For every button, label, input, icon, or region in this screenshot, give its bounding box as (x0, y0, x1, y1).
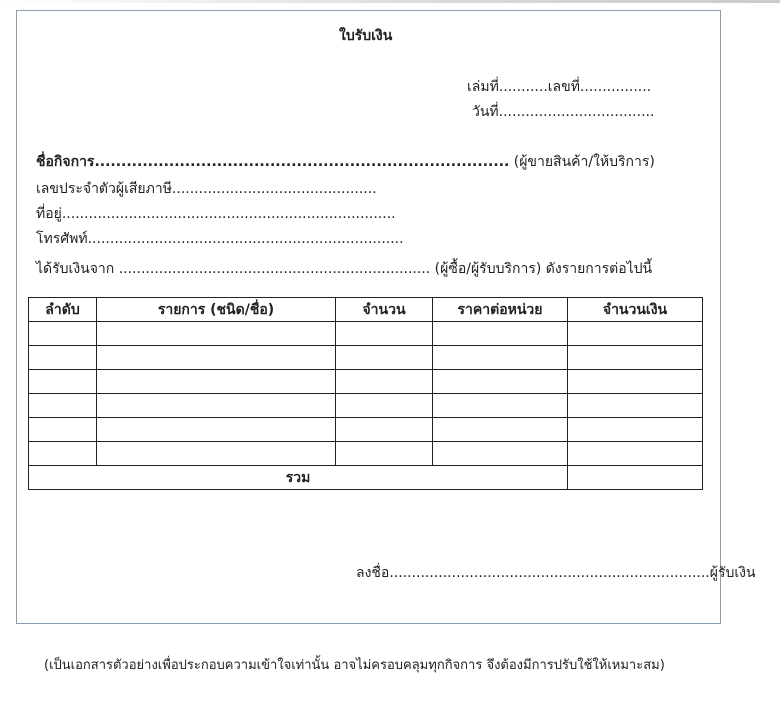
table-cell (568, 442, 703, 466)
phone-line: โทรศัพท์....................................................................... (36, 231, 404, 247)
total-label: รวม (29, 466, 568, 490)
header-amount: จำนวนเงิน (568, 298, 703, 322)
table-cell (433, 418, 568, 442)
table-cell (97, 346, 336, 370)
business-name-line (36, 153, 655, 171)
table-cell (336, 346, 433, 370)
table-total-row (29, 466, 703, 490)
table-row (29, 394, 703, 418)
table-row (29, 442, 703, 466)
table-cell (568, 322, 703, 346)
total-amount-cell (568, 466, 703, 490)
table-cell (29, 370, 97, 394)
table-cell (568, 394, 703, 418)
header-item: รายการ (ชนิด/ชื่อ) (97, 298, 336, 322)
table-cell (29, 346, 97, 370)
table-cell (336, 322, 433, 346)
tax-id-line: เลขประจำตัวผู้เสียภาษี.............................................. (36, 181, 377, 197)
business-name-label: ชื่อกิจการ.............................................................................. (36, 154, 510, 170)
table-cell (336, 370, 433, 394)
table-cell (97, 418, 336, 442)
table-cell (568, 370, 703, 394)
table-cell (336, 442, 433, 466)
footnote: (เป็นเอกสารตัวอย่างเพื่อประกอบความเข้าใจเท่านั้น อาจไม่ครอบคลุมทุกกิจการ จึงต้องมีการปรับใช้ให้เหมาะสม) (44, 658, 665, 673)
table-cell (336, 418, 433, 442)
table-cell (29, 442, 97, 466)
table-cell (433, 370, 568, 394)
top-divider (0, 0, 780, 3)
table-cell (568, 346, 703, 370)
address-line: ที่อยู่........................................................................... (36, 206, 396, 222)
table-row (29, 346, 703, 370)
table-cell (97, 442, 336, 466)
header-unit-price: ราคาต่อหน่วย (433, 298, 568, 322)
date-line: วันที่................................... (472, 104, 655, 120)
table-cell (29, 418, 97, 442)
received-from-line: ได้รับเงินจาก ...................................................................... (ผู้ซื้อ/ผู้รับบริการ) ดังรายการต่อไปนี้ (36, 261, 653, 277)
receipt-title: ใบรับเงิน (339, 28, 393, 44)
table-row (29, 322, 703, 346)
header-quantity: จำนวน (336, 298, 433, 322)
table-cell (568, 418, 703, 442)
header-order: ลำดับ (29, 298, 97, 322)
book-number-line: เล่มที่...........เลขที่................ (467, 79, 652, 95)
table-cell (97, 322, 336, 346)
table-row (29, 418, 703, 442)
table-cell (433, 322, 568, 346)
table-cell (29, 322, 97, 346)
signature-line: ลงชื่อ........................................................................ผู้รับเงิน (356, 565, 756, 581)
table-row (29, 370, 703, 394)
table-cell (29, 394, 97, 418)
business-name-note: (ผู้ขายสินค้า/ให้บริการ) (509, 154, 655, 170)
items-table (28, 297, 703, 490)
table-cell (97, 370, 336, 394)
table-header-row (29, 298, 703, 322)
table-cell (97, 394, 336, 418)
table-cell (433, 346, 568, 370)
table-cell (433, 394, 568, 418)
table-cell (336, 394, 433, 418)
table-cell (433, 442, 568, 466)
